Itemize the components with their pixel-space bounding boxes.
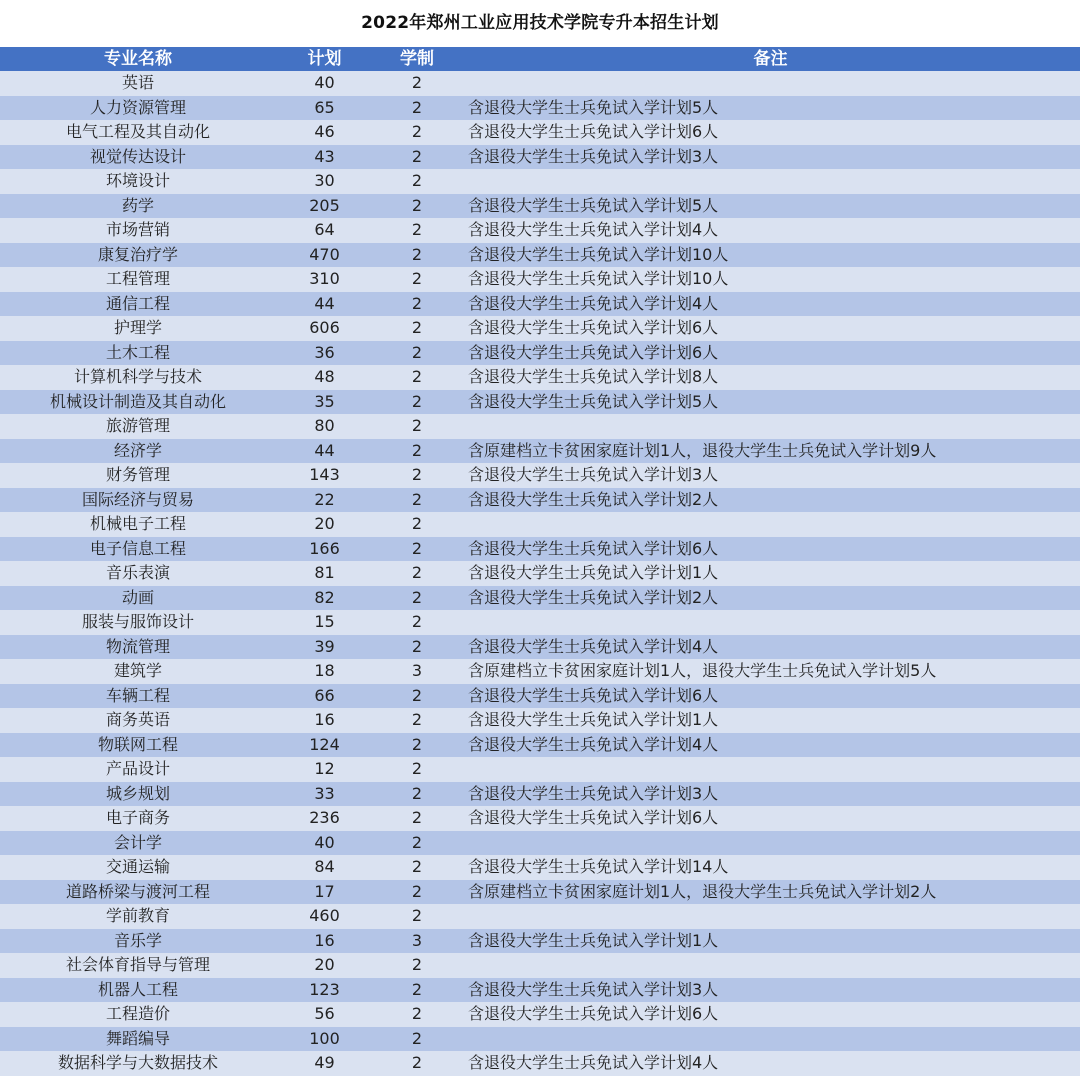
cell-major-name: 通信工程 xyxy=(105,293,170,313)
cell-plan: 46 xyxy=(314,122,335,141)
cell-major-name: 视觉传达设计 xyxy=(89,146,186,166)
cell-plan: 124 xyxy=(309,734,340,754)
table-row xyxy=(0,831,1080,856)
cell-years: 2 xyxy=(411,171,423,190)
cell-note: 含退役大学生士兵免试入学计划4人 xyxy=(468,220,719,239)
cell-major-name: 音乐表演 xyxy=(105,563,170,582)
cell-years: 2 xyxy=(411,122,423,141)
table-row xyxy=(0,953,1080,978)
table-row xyxy=(0,71,1080,96)
table-row xyxy=(0,684,1080,709)
table-row xyxy=(0,610,1080,635)
cell-note: 含退役大学生士兵免试入学计划4人 xyxy=(468,293,719,313)
cell-plan: 16 xyxy=(314,710,335,729)
cell-major-name: 土木工程 xyxy=(105,342,170,362)
cell-major-name: 车辆工程 xyxy=(105,685,170,705)
cell-plan: 56 xyxy=(314,1004,335,1023)
cell-note: 含退役大学生士兵免试入学计划1人 xyxy=(468,930,719,950)
cell-major-name: 音乐学 xyxy=(113,930,162,950)
cell-note: 含退役大学生士兵免试入学计划4人 xyxy=(468,734,719,754)
cell-note: 含退役大学生士兵免试入学计划2人 xyxy=(468,587,719,607)
cell-years: 2 xyxy=(411,612,423,631)
cell-plan: 66 xyxy=(314,685,335,705)
cell-years: 2 xyxy=(411,318,423,337)
cell-major-name: 工程造价 xyxy=(105,1004,170,1023)
table-row xyxy=(0,659,1080,684)
cell-major-name: 城乡规划 xyxy=(105,783,170,803)
cell-plan: 166 xyxy=(309,538,340,558)
cell-years: 2 xyxy=(411,465,423,484)
cell-note xyxy=(461,953,1080,978)
table-row xyxy=(0,708,1080,733)
cell-plan: 44 xyxy=(314,440,335,460)
table-row xyxy=(0,880,1080,905)
cell-plan: 40 xyxy=(314,832,335,852)
cell-major-name: 学前教育 xyxy=(105,906,170,925)
cell-plan: 100 xyxy=(309,1028,340,1048)
cell-years: 2 xyxy=(411,220,423,239)
cell-note xyxy=(461,1027,1080,1052)
cell-plan: 17 xyxy=(314,881,335,901)
cell-note: 含退役大学生士兵免试入学计划5人 xyxy=(468,97,719,117)
cell-note: 含退役大学生士兵免试入学计划14人 xyxy=(468,857,729,876)
cell-plan: 43 xyxy=(314,146,335,166)
cell-major-name: 国际经济与贸易 xyxy=(81,489,194,509)
cell-major-name: 经济学 xyxy=(113,440,162,460)
cell-major-name: 环境设计 xyxy=(105,171,170,190)
cell-note xyxy=(461,757,1080,782)
cell-note xyxy=(461,512,1080,537)
cell-years: 2 xyxy=(411,783,423,803)
cell-plan: 15 xyxy=(314,612,335,631)
cell-plan: 123 xyxy=(309,979,340,999)
cell-years: 2 xyxy=(411,146,423,166)
cell-major-name: 电子信息工程 xyxy=(89,538,186,558)
cell-years: 2 xyxy=(411,710,423,729)
cell-plan: 20 xyxy=(314,514,335,533)
cell-note: 含退役大学生士兵免试入学计划6人 xyxy=(468,1004,719,1023)
cell-plan: 460 xyxy=(309,906,340,925)
cell-note: 含退役大学生士兵免试入学计划6人 xyxy=(468,685,719,705)
cell-plan: 16 xyxy=(314,930,335,950)
cell-years: 2 xyxy=(411,440,423,460)
table-row xyxy=(0,120,1080,145)
cell-years: 2 xyxy=(411,73,423,92)
cell-major-name: 机械设计制造及其自动化 xyxy=(49,391,226,411)
cell-note xyxy=(461,610,1080,635)
cell-note: 含退役大学生士兵免试入学计划6人 xyxy=(468,538,719,558)
cell-years: 2 xyxy=(411,489,423,509)
cell-plan: 44 xyxy=(314,293,335,313)
table-row xyxy=(0,855,1080,880)
table-row xyxy=(0,194,1080,219)
cell-note: 含退役大学生士兵免试入学计划6人 xyxy=(468,808,719,827)
table-row xyxy=(0,488,1080,513)
cell-plan: 470 xyxy=(309,244,340,264)
cell-major-name: 康复治疗学 xyxy=(97,244,178,264)
cell-major-name: 护理学 xyxy=(113,318,162,337)
cell-years: 2 xyxy=(411,636,423,656)
cell-major-name: 工程管理 xyxy=(105,269,170,288)
table-row xyxy=(0,292,1080,317)
cell-plan: 205 xyxy=(309,195,340,215)
cell-major-name: 药学 xyxy=(121,195,154,215)
cell-note xyxy=(461,904,1080,929)
cell-note: 含退役大学生士兵免试入学计划6人 xyxy=(468,318,719,337)
cell-years: 2 xyxy=(411,979,423,999)
column-header-years: 学制 xyxy=(400,49,434,69)
table-row xyxy=(0,96,1080,121)
table-row xyxy=(0,733,1080,758)
cell-plan: 33 xyxy=(314,783,335,803)
table-row xyxy=(0,243,1080,268)
cell-plan: 82 xyxy=(314,587,335,607)
cell-major-name: 财务管理 xyxy=(105,465,170,484)
cell-years: 2 xyxy=(411,293,423,313)
cell-plan: 22 xyxy=(314,489,335,509)
cell-note: 含退役大学生士兵免试入学计划8人 xyxy=(468,367,719,386)
cell-note: 含退役大学生士兵免试入学计划1人 xyxy=(468,710,719,729)
cell-major-name: 机械电子工程 xyxy=(89,514,186,533)
cell-major-name: 英语 xyxy=(121,73,154,92)
table-header-row xyxy=(0,47,1080,71)
table-row xyxy=(0,390,1080,415)
cell-years: 2 xyxy=(411,1053,423,1072)
cell-years: 2 xyxy=(411,881,423,901)
table-row xyxy=(0,218,1080,243)
table-row xyxy=(0,145,1080,170)
cell-years: 2 xyxy=(411,416,423,435)
table-row xyxy=(0,341,1080,366)
cell-plan: 12 xyxy=(314,759,335,778)
cell-plan: 35 xyxy=(314,391,335,411)
cell-major-name: 动画 xyxy=(121,587,154,607)
cell-note: 含原建档立卡贫困家庭计划1人，退役大学生士兵免试入学计划9人 xyxy=(468,440,937,460)
cell-years: 2 xyxy=(411,269,423,288)
cell-note: 含退役大学生士兵免试入学计划3人 xyxy=(468,979,719,999)
cell-plan: 310 xyxy=(309,269,340,288)
cell-years: 2 xyxy=(411,955,423,974)
table-row xyxy=(0,635,1080,660)
cell-note: 含退役大学生士兵免试入学计划4人 xyxy=(468,636,719,656)
column-header-name: 专业名称 xyxy=(104,49,172,69)
cell-years: 2 xyxy=(411,759,423,778)
cell-note: 含退役大学生士兵免试入学计划10人 xyxy=(468,244,729,264)
cell-years: 2 xyxy=(411,342,423,362)
table-row xyxy=(0,929,1080,954)
cell-note xyxy=(461,71,1080,96)
cell-plan: 606 xyxy=(309,318,340,337)
cell-major-name: 商务英语 xyxy=(105,710,170,729)
cell-plan: 81 xyxy=(314,563,335,582)
table-row xyxy=(0,806,1080,831)
cell-years: 2 xyxy=(411,832,423,852)
cell-major-name: 电气工程及其自动化 xyxy=(65,122,210,141)
cell-years: 2 xyxy=(411,97,423,117)
table-row xyxy=(0,1027,1080,1052)
cell-major-name: 物联网工程 xyxy=(97,734,178,754)
cell-note: 含退役大学生士兵免试入学计划6人 xyxy=(468,122,719,141)
cell-note: 含退役大学生士兵免试入学计划6人 xyxy=(468,342,719,362)
table-row xyxy=(0,757,1080,782)
cell-years: 2 xyxy=(411,514,423,533)
table-row xyxy=(0,561,1080,586)
cell-years: 3 xyxy=(411,661,423,680)
cell-plan: 48 xyxy=(314,367,335,386)
cell-major-name: 电子商务 xyxy=(105,808,170,827)
cell-plan: 40 xyxy=(314,73,335,92)
cell-major-name: 交通运输 xyxy=(105,857,170,876)
cell-note xyxy=(461,414,1080,439)
cell-plan: 236 xyxy=(309,808,340,827)
cell-years: 2 xyxy=(411,857,423,876)
cell-major-name: 物流管理 xyxy=(105,636,170,656)
cell-major-name: 市场营销 xyxy=(105,220,170,239)
cell-years: 2 xyxy=(411,685,423,705)
cell-major-name: 服装与服饰设计 xyxy=(81,612,194,631)
cell-note xyxy=(461,169,1080,194)
cell-major-name: 人力资源管理 xyxy=(89,97,186,117)
cell-major-name: 建筑学 xyxy=(113,661,162,680)
cell-years: 2 xyxy=(411,367,423,386)
cell-note: 含退役大学生士兵免试入学计划10人 xyxy=(468,269,729,288)
cell-years: 2 xyxy=(411,734,423,754)
table-row xyxy=(0,414,1080,439)
cell-plan: 80 xyxy=(314,416,335,435)
cell-note: 含原建档立卡贫困家庭计划1人，退役大学生士兵免试入学计划5人 xyxy=(468,661,937,680)
table-row xyxy=(0,512,1080,537)
table-row xyxy=(0,316,1080,341)
cell-plan: 20 xyxy=(314,955,335,974)
cell-years: 2 xyxy=(411,563,423,582)
cell-years: 2 xyxy=(411,587,423,607)
cell-years: 2 xyxy=(411,906,423,925)
cell-plan: 36 xyxy=(314,342,335,362)
column-header-note: 备注 xyxy=(753,49,788,69)
cell-note: 含退役大学生士兵免试入学计划1人 xyxy=(468,563,719,582)
column-header-plan: 计划 xyxy=(307,49,342,69)
cell-note xyxy=(461,831,1080,856)
cell-note: 含退役大学生士兵免试入学计划2人 xyxy=(468,489,719,509)
cell-major-name: 旅游管理 xyxy=(105,416,170,435)
table-row xyxy=(0,537,1080,562)
cell-years: 2 xyxy=(411,1004,423,1023)
table-row xyxy=(0,904,1080,929)
cell-plan: 84 xyxy=(314,857,335,876)
table-row xyxy=(0,1051,1080,1076)
table-row xyxy=(0,1002,1080,1027)
table-row xyxy=(0,365,1080,390)
cell-plan: 30 xyxy=(314,171,335,190)
cell-major-name: 社会体育指导与管理 xyxy=(65,955,210,974)
cell-years: 2 xyxy=(411,538,423,558)
cell-plan: 143 xyxy=(309,465,340,484)
table-row xyxy=(0,978,1080,1003)
cell-major-name: 产品设计 xyxy=(105,759,170,778)
cell-years: 2 xyxy=(411,244,423,264)
table-row xyxy=(0,782,1080,807)
table-body xyxy=(0,71,1080,1076)
cell-years: 2 xyxy=(411,391,423,411)
cell-plan: 65 xyxy=(314,97,335,117)
cell-note: 含退役大学生士兵免试入学计划5人 xyxy=(468,195,719,215)
cell-note: 含退役大学生士兵免试入学计划3人 xyxy=(468,783,719,803)
cell-major-name: 会计学 xyxy=(113,832,162,852)
cell-note: 含退役大学生士兵免试入学计划4人 xyxy=(468,1053,719,1072)
page-title: 2022年郑州工业应用技术学院专升本招生计划 xyxy=(361,13,719,33)
cell-major-name: 机器人工程 xyxy=(97,979,178,999)
cell-note: 含退役大学生士兵免试入学计划3人 xyxy=(468,465,719,484)
cell-major-name: 数据科学与大数据技术 xyxy=(57,1053,218,1072)
cell-years: 2 xyxy=(411,195,423,215)
cell-note: 含退役大学生士兵免试入学计划3人 xyxy=(468,146,719,166)
cell-plan: 64 xyxy=(314,220,335,239)
cell-major-name: 计算机科学与技术 xyxy=(73,367,202,386)
cell-years: 3 xyxy=(411,930,423,950)
cell-major-name: 舞蹈编导 xyxy=(105,1028,170,1048)
table-row xyxy=(0,439,1080,464)
table-row xyxy=(0,267,1080,292)
cell-major-name: 道路桥梁与渡河工程 xyxy=(65,881,210,901)
cell-plan: 39 xyxy=(314,636,335,656)
cell-note: 含退役大学生士兵免试入学计划5人 xyxy=(468,391,719,411)
table-row xyxy=(0,463,1080,488)
cell-years: 2 xyxy=(411,808,423,827)
table-row xyxy=(0,586,1080,611)
cell-plan: 18 xyxy=(314,661,335,680)
cell-years: 2 xyxy=(411,1028,423,1048)
table-row xyxy=(0,169,1080,194)
cell-plan: 49 xyxy=(314,1053,335,1072)
cell-note: 含原建档立卡贫困家庭计划1人，退役大学生士兵免试入学计划2人 xyxy=(468,881,937,901)
enrollment-table xyxy=(0,47,1080,1076)
